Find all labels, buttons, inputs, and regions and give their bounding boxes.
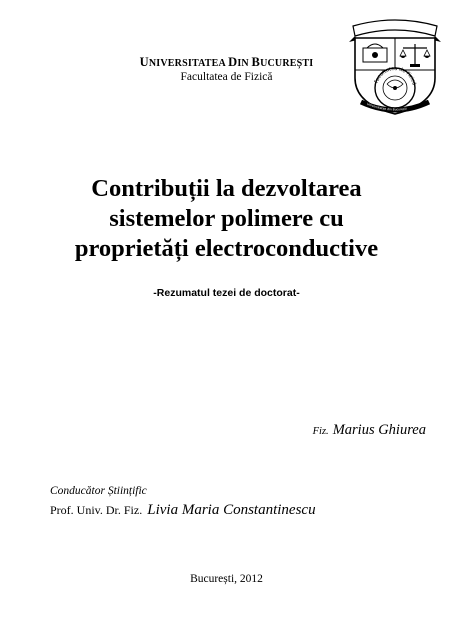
author-prefix: Fiz. [312,426,329,437]
faculty-name: Facultatea de Fizică [180,71,273,83]
thesis-subtitle: -Rezumatul tezei de doctorat- [153,287,300,299]
author [313,422,426,439]
supervisor-title: Prof. Univ. Dr. Fiz. [50,503,143,517]
svg-text:Universitatea din București: Universitatea din București [366,101,407,112]
university-seal-icon [347,12,443,118]
svg-text:Facultatea de Fizică: Facultatea de Fizică [373,65,417,87]
thesis-title-line-2: sistemelor polimere cu [109,205,344,232]
thesis-title-line-1: Contribuții la dezvoltarea [91,175,362,202]
supervisor-name: Livia Maria Constantinescu [147,502,316,518]
thesis-title [20,174,433,264]
place-and-year: București, 2012 [190,573,263,585]
thesis-title-line-3: proprietăți electroconductive [74,235,379,262]
university-name: UNIVERSITATEA DIN BUCUREȘTI [139,55,314,69]
supervisor [50,502,316,519]
author-name: Marius Ghiurea [332,422,426,438]
supervisor-label: Conducător Științific [50,485,147,497]
